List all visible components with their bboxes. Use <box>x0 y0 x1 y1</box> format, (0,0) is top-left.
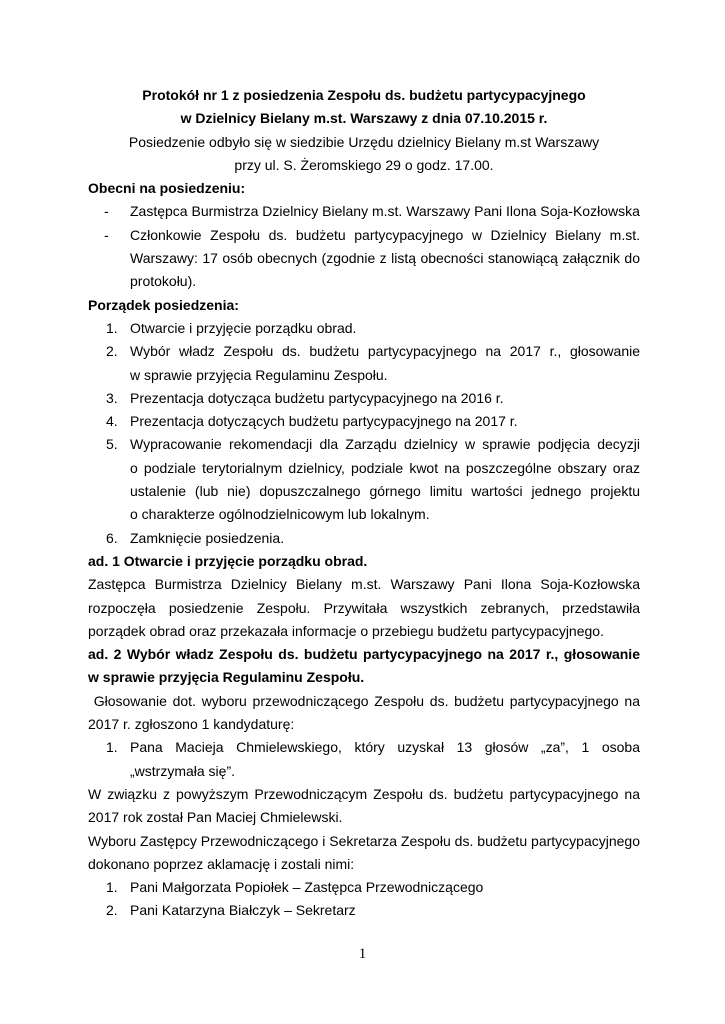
list-number: 4. <box>106 413 118 430</box>
meeting-place-line-1: Posiedzenie odbyło się w siedzibie Urzędu dzielnicy Bielany m.st Warszawy <box>128 133 600 150</box>
attendee-text: Członkowie Zespołu ds. budżetu partycypacyjnego w Dzielnicy Bielany m.st. <box>130 226 640 243</box>
list-number: 1. <box>106 319 118 336</box>
candidate-text: „wstrzymała się”. <box>130 762 236 779</box>
agenda-item <box>88 317 640 340</box>
agenda-item-text: ustalenie (lub nie) dopuszczalnego górnego limitu wartości jednego projektu <box>130 483 640 500</box>
protocol-title-line-1: Protokół nr 1 z posiedzenia Zespołu ds. budżetu partycypacyjnego <box>142 87 586 103</box>
meeting-place-line-2: przy ul. S. Żeromskiego 29 o godz. 17.00. <box>234 156 494 173</box>
agenda-item <box>88 387 640 410</box>
officer-text: Pani Katarzyna Białczyk – Sekretarz <box>130 902 356 919</box>
attendee-item <box>88 224 640 294</box>
attendee-text: Zastępca Burmistrza Dzielnicy Bielany m.st. Warszawy Pani Ilona Soja-Kozłowska <box>130 203 640 220</box>
section-2-text: 2017 r. zgłoszono 1 kandydaturę: <box>88 716 295 733</box>
officer-list <box>88 876 640 923</box>
page-number: 1 <box>358 946 367 962</box>
section-1-heading: ad. 1 Otwarcie i przyjęcie porządku obrad. <box>88 552 368 569</box>
section-2-text: dokonano poprzez aklamację i zostali nimi: <box>88 855 355 872</box>
agenda-item-text: Wybór władz Zespołu ds. budżetu partycypacyjnego na 2017 r., głosowanie <box>130 343 640 360</box>
agenda-item-text: Prezentacja dotyczących budżetu partycypacyjnego na 2017 r. <box>130 413 518 430</box>
list-number: 2. <box>106 902 118 919</box>
agenda-item-text: Wypracowanie rekomendacji dla Zarządu dzielnicy w sprawie podjęcia decyzji <box>130 436 640 453</box>
section-1-text: rozpoczęła posiedzenie Zespołu. Przywitała wszystkich zebranych, przedstawiła <box>88 599 640 616</box>
officer-text: Pani Małgorzata Popiołek – Zastępca Przewodniczącego <box>130 879 484 896</box>
section-2-text: W związku z powyższym Przewodniczącym Zespołu ds. budżetu partycypacyjnego na <box>88 785 640 802</box>
agenda-list <box>88 317 640 550</box>
agenda-item <box>88 410 640 433</box>
candidate-item <box>88 736 640 783</box>
officer-item <box>88 876 640 899</box>
agenda-item-text: w sprawie przyjęcia Regulaminu Zespołu. <box>130 366 388 383</box>
agenda-heading: Porządek posiedzenia: <box>88 296 239 313</box>
officer-item <box>88 899 640 922</box>
candidate-text: Pana Macieja Chmielewskiego, który uzyskał 13 głosów „za”, 1 osoba <box>130 739 640 756</box>
agenda-item <box>88 340 640 387</box>
agenda-item <box>88 527 640 550</box>
agenda-item-text: Zamknięcie posiedzenia. <box>130 529 285 546</box>
section-2-heading: w sprawie przyjęcia Regulaminu Zespołu. <box>88 669 365 686</box>
section-2-text: 2017 rok został Pan Maciej Chmielewski. <box>88 809 343 826</box>
protocol-title-line-2: w Dzielnicy Bielany m.st. Warszawy z dnia 07.10.2015 r. <box>180 110 548 127</box>
agenda-item-text: o podziale terytorialnym dzielnicy, podziale kwot na poszczególne obszary oraz <box>130 459 640 476</box>
section-2-text: Głosowanie dot. wyboru przewodniczącego Zespołu ds. budżetu partycypacyjnego na <box>88 692 640 709</box>
list-number: 2. <box>106 343 118 360</box>
section-1-text: Zastępca Burmistrza Dzielnicy Bielany m.st. Warszawy Pani Ilona Soja-Kozłowska <box>88 576 640 593</box>
list-number: 6. <box>106 529 118 546</box>
dash-marker: - <box>104 226 109 243</box>
attendees-heading: Obecni na posiedzeniu: <box>88 180 246 197</box>
agenda-item-text: Otwarcie i przyjęcie porządku obrad. <box>130 319 357 336</box>
agenda-item-text: o charakterze ogólnodzielnicowym lub lokalnym. <box>130 506 430 523</box>
list-number: 1. <box>106 879 118 896</box>
attendee-text: protokołu). <box>130 273 197 290</box>
list-number: 3. <box>106 389 118 406</box>
attendee-text: Warszawy: 17 osób obecnych (zgodnie z listą obecności stanowiącą załącznik do <box>130 250 640 267</box>
agenda-item <box>88 433 640 526</box>
agenda-item-text: Prezentacja dotycząca budżetu partycypacyjnego na 2016 r. <box>130 389 504 406</box>
section-2-text: Wyboru Zastępcy Przewodniczącego i Sekretarza Zespołu ds. budżetu partycypacyjnego <box>88 832 640 849</box>
attendee-item <box>88 200 640 223</box>
section-1-text: porządek obrad oraz przekazała informacje o przebiegu budżetu partycypacyjnego. <box>88 622 604 639</box>
list-number: 1. <box>106 739 118 756</box>
protocol-body <box>88 84 640 923</box>
section-2-heading: ad. 2 Wybór władz Zespołu ds. budżetu partycypacyjnego na 2017 r., głosowanie <box>88 646 640 663</box>
dash-marker: - <box>104 203 109 220</box>
list-number: 5. <box>106 436 118 453</box>
